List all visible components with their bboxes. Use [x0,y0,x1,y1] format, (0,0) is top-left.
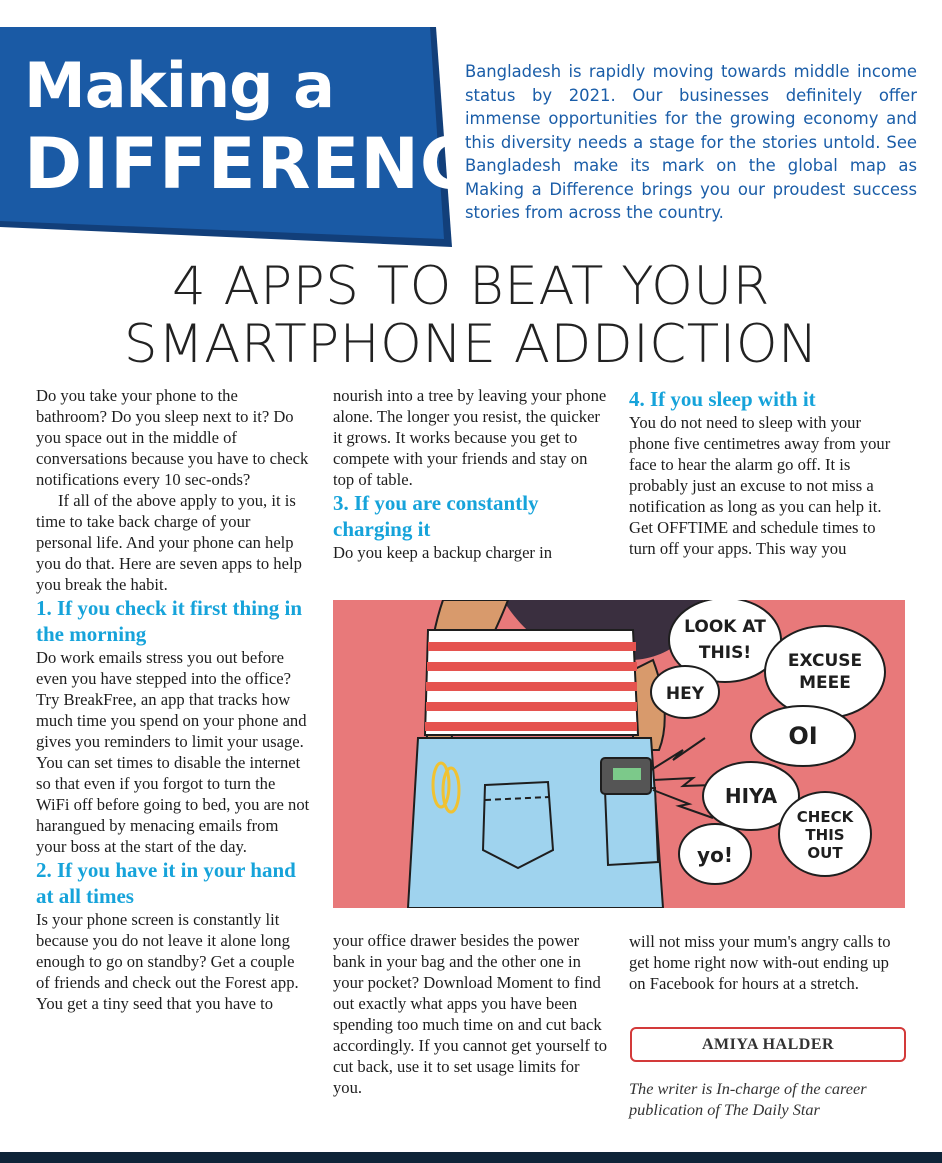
banner-title-line2: DIFFERENCE [24,123,522,205]
subhead-2: 2. If you have it in your hand at all times [36,858,296,908]
col3-paragraph-2: will not miss your mum's angry calls to get home right now with-out ending up on Facebook for hours at a stretch. [629,932,891,993]
bubble-look-at-this: LOOK AT [684,617,766,637]
bubble-this: THIS! [698,643,752,663]
intro-paragraph: Bangladesh is rapidly moving towards middle income status by 2021. Our businesses definitely offer immense opportunities for the growing economy and this diversity needs a stage for the stories untold. See Bangladesh make its mark on the global map as Making a Difference brings you our proudest success stories from across the country. [465,62,917,222]
col1-paragraph-4: Is your phone screen is constantly lit because you do not leave it alone long enough to go on standby? Get a couple of friends and check out the Forest app. You get a tiny seed that you have to [36,910,299,1013]
column-2-bottom [333,930,609,1098]
subhead-3: 3. If you are constantly charging it [333,491,539,541]
bubble-meee: MEEE [799,673,851,693]
bubble-hey: HEY [665,684,705,704]
headline-line1: 4 APPS TO BEAT YOUR [171,256,771,317]
col2-paragraph-2: Do you keep a backup charger in [333,543,553,562]
subhead-4: 4. If you sleep with it [629,387,816,411]
subhead-1: 1. If you check it first thing in the morning [36,596,303,646]
col3-paragraph-1: You do not need to sleep with your phone five centimetres away from your face to hear the alarm go off. It is probably just an excuse to not miss a notification as long as you can help it. Get OFFTIME and schedule times to turn off your apps. This way you [629,413,891,558]
column-3-bottom [629,931,904,994]
col2-paragraph-3: your office drawer besides the power bank in your bag and the other one in your pocket? Download Moment to find out exactly what apps you have been spending too much time on and cut back accordingly. If you cannot get yourself to cut back, use it to set usage limits for you. [333,931,608,1097]
headline [0,258,942,374]
top-rule [0,0,942,24]
column-1 [36,385,310,1014]
masthead-banner [0,27,522,247]
illustration-art [333,600,905,908]
bubble-oi: OI [788,722,818,750]
headline-line2: SMARTPHONE ADDICTION [123,314,819,375]
illustration [333,600,905,908]
bubble-hiya: HIYA [724,784,778,808]
banner-title [24,49,522,205]
bubble-check: CHECK [796,808,854,826]
col1-paragraph-2: If all of the above apply to you, it is time to take back charge of your personal life. And your phone can help you do that. Here are seven apps to help you break the habit. [36,491,302,594]
bubble-excuse: EXCUSE [787,651,863,671]
col1-paragraph-3: Do work emails stress you out before even you have stepped into the office? Try BreakFree, an app that tracks how much time you spend on your phone and gives you reminders to limit your usage. You can set times to disable the internet so that even if you forgot to turn the WiFi off before going to bed, you are not harangued by menacing emails from your boss at the start of the day. [36,648,310,856]
bubble-yo: yo! [697,843,733,867]
bottom-bar [0,1152,942,1163]
column-2-top [333,385,609,563]
author-byline: AMIYA HALDER [630,1027,906,1062]
banner-title-line1: Making a [24,49,334,122]
bubble-check-out: OUT [807,844,843,862]
col2-paragraph-1: nourish into a tree by leaving your phone alone. The longer you resist, the quicker it grows. It works because you get to compete with your friends and stay on top of table. [333,386,607,489]
column-3-top [629,386,904,559]
col1-paragraph-1: Do you take your phone to the bathroom? Do you sleep next to it? Do you space out in the middle of conversations because you have to check notifications every 10 sec-onds? [36,386,309,489]
bubble-check-this: THIS [805,826,845,844]
author-note: The writer is In-charge of the career publication of The Daily Star [629,1079,867,1119]
